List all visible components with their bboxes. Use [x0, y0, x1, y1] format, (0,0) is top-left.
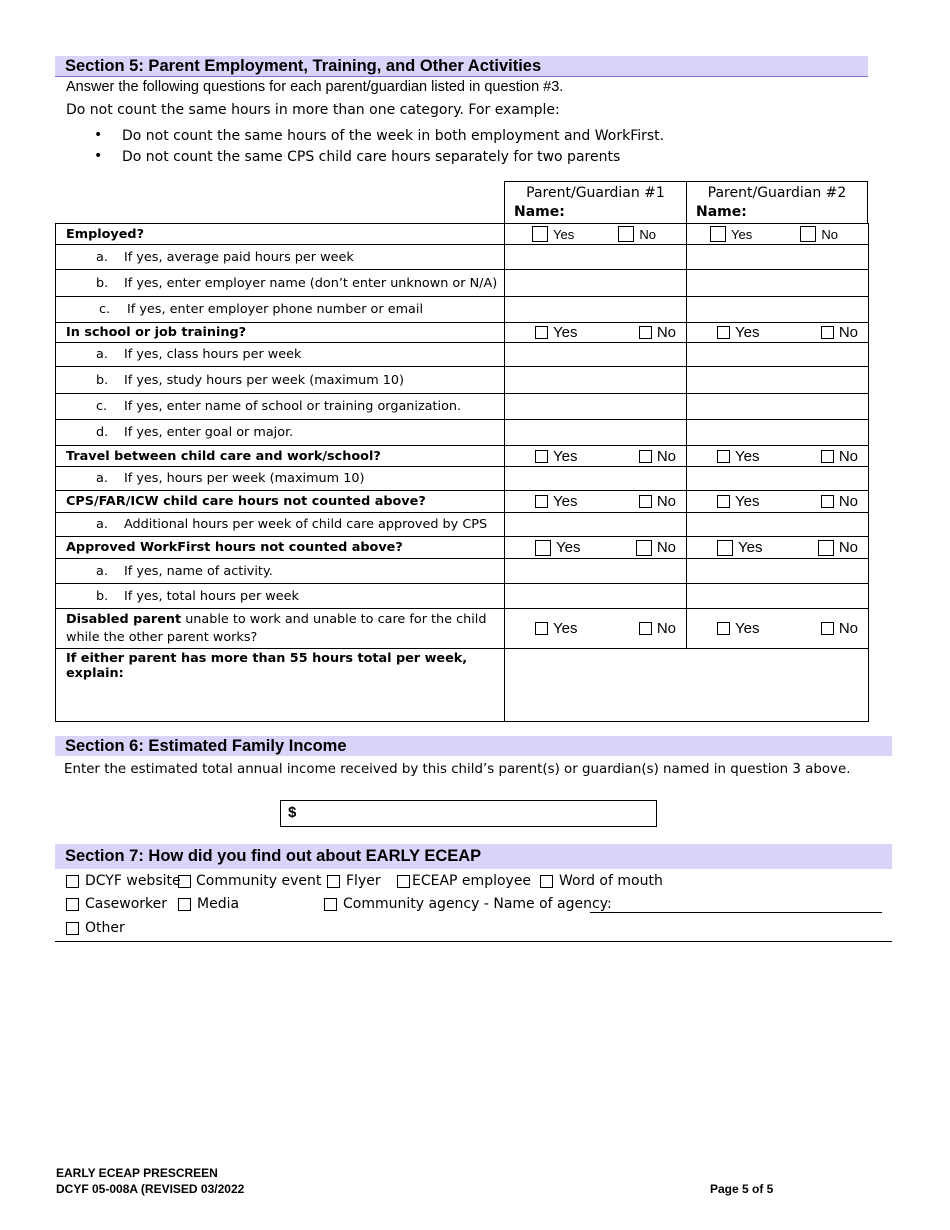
row-emp-b: b. If yes, enter employer name (don’t enter unknown or N/A): [56, 270, 869, 297]
source-community-event[interactable]: Community event: [178, 873, 321, 889]
row-emp-c: c. If yes, enter employer phone number or email: [56, 297, 869, 323]
p2-employer-contact-field[interactable]: [687, 297, 869, 323]
source-caseworker[interactable]: Caseworker: [66, 896, 167, 912]
section5-title: Section 5: Parent Employment, Training, and Other Activities: [65, 57, 542, 75]
explain-field[interactable]: [505, 649, 869, 722]
row-cps-a: a. Additional hours per week of child care approved by CPS: [56, 513, 869, 537]
section6-header: [55, 736, 892, 756]
p2-employed-yes-checkbox[interactable]: [710, 226, 726, 242]
section5-intro-2: Do not count the same hours in more than one category. For example:: [66, 102, 560, 118]
p1-study-hours-field[interactable]: [505, 367, 687, 394]
p2-cps-no-checkbox[interactable]: [821, 495, 834, 508]
p1-employer-contact-field[interactable]: [505, 297, 687, 323]
p1-employed-no-checkbox[interactable]: [618, 226, 634, 242]
row-school: In school or job training? Yes No Yes No: [56, 323, 869, 343]
other-checkbox[interactable]: [66, 922, 79, 935]
p2-travel-yes-checkbox[interactable]: [717, 450, 730, 463]
section5-intro-1: Answer the following questions for each parent/guardian listed in question #3.: [66, 79, 564, 95]
flyer-checkbox[interactable]: [327, 875, 340, 888]
p2-class-hours-field[interactable]: [687, 343, 869, 367]
section7-header: [55, 844, 892, 869]
media-checkbox[interactable]: [178, 898, 191, 911]
section5-table: [55, 223, 869, 722]
eceap-employee-checkbox[interactable]: [397, 875, 410, 888]
p1-activity-field[interactable]: [505, 559, 687, 584]
row-employed: Employed? Yes No Yes No: [56, 224, 869, 245]
source-eceap-employee[interactable]: ECEAP employee: [397, 873, 531, 889]
p2-school-name-field[interactable]: [687, 394, 869, 420]
p1-travel-yes-checkbox[interactable]: [535, 450, 548, 463]
row-trv-a: a. If yes, hours per week (maximum 10): [56, 467, 869, 491]
p2-wf-hours-field[interactable]: [687, 584, 869, 609]
row-wf-a: a. If yes, name of activity.: [56, 559, 869, 584]
p2-travel-hours-field[interactable]: [687, 467, 869, 491]
caseworker-checkbox[interactable]: [66, 898, 79, 911]
parent1-title: Parent/Guardian #1: [526, 185, 665, 201]
source-flyer[interactable]: Flyer: [327, 873, 381, 889]
p2-school-no-checkbox[interactable]: [821, 326, 834, 339]
row-disabled: Disabled parent unable to work and unable to care for the child while the other parent works? Yes No Yes No: [56, 609, 869, 649]
parent1-name-label: Name:: [514, 204, 565, 220]
p1-travel-no-checkbox[interactable]: [639, 450, 652, 463]
row-sch-c: c. If yes, enter name of school or training organization.: [56, 394, 869, 420]
p1-wf-hours-field[interactable]: [505, 584, 687, 609]
footer-page-number: Page 5 of 5: [710, 1182, 774, 1196]
p1-employer-name-field[interactable]: [505, 270, 687, 297]
section6-title: Section 6: Estimated Family Income: [65, 737, 347, 755]
p2-goal-field[interactable]: [687, 420, 869, 446]
footer-form-number: DCYF 05-008A (REVISED 03/2022: [56, 1182, 245, 1196]
p2-travel-no-checkbox[interactable]: [821, 450, 834, 463]
p2-wf-no-checkbox[interactable]: [818, 540, 834, 556]
source-word-of-mouth[interactable]: Word of mouth: [540, 873, 663, 889]
section5-header: [55, 56, 868, 77]
row-emp-a: a. If yes, average paid hours per week: [56, 245, 869, 270]
p1-school-yes-checkbox[interactable]: [535, 326, 548, 339]
employed-label: Employed?: [56, 224, 505, 245]
p1-employed-yes-checkbox[interactable]: [532, 226, 548, 242]
section7-title: Section 7: How did you find out about EARLY ECEAP: [65, 847, 482, 865]
p2-activity-field[interactable]: [687, 559, 869, 584]
source-dcyf-website[interactable]: DCYF website: [66, 873, 181, 889]
p2-cps-hours-field[interactable]: [687, 513, 869, 537]
row-cps: CPS/FAR/ICW child care hours not counted above? Yes No Yes No: [56, 491, 869, 513]
p1-cps-hours-field[interactable]: [505, 513, 687, 537]
p1-disabled-no-checkbox[interactable]: [639, 622, 652, 635]
p2-emp-hours-field[interactable]: [687, 245, 869, 270]
parent1-header: [504, 181, 687, 223]
parent2-title: Parent/Guardian #2: [707, 185, 847, 201]
word-of-mouth-checkbox[interactable]: [540, 875, 553, 888]
p2-study-hours-field[interactable]: [687, 367, 869, 394]
community-event-checkbox[interactable]: [178, 875, 191, 888]
footer-form-title: EARLY ECEAP PRESCREEN: [56, 1166, 218, 1180]
p1-cps-yes-checkbox[interactable]: [535, 495, 548, 508]
source-media[interactable]: Media: [178, 896, 239, 912]
community-agency-checkbox[interactable]: [324, 898, 337, 911]
parent2-name-label: Name:: [696, 204, 747, 220]
p1-travel-hours-field[interactable]: [505, 467, 687, 491]
p1-school-name-field[interactable]: [505, 394, 687, 420]
row-sch-d: d. If yes, enter goal or major.: [56, 420, 869, 446]
dcyf-website-checkbox[interactable]: [66, 875, 79, 888]
p2-disabled-yes-checkbox[interactable]: [717, 622, 730, 635]
row-sch-a: a. If yes, class hours per week: [56, 343, 869, 367]
p2-cps-yes-checkbox[interactable]: [717, 495, 730, 508]
p2-employer-name-field[interactable]: [687, 270, 869, 297]
p1-emp-hours-field[interactable]: [505, 245, 687, 270]
p1-class-hours-field[interactable]: [505, 343, 687, 367]
explain-label: If either parent has more than 55 hours total per week, explain:: [56, 649, 505, 722]
dollar-sign: $: [288, 804, 297, 821]
section7-bottom-rule: [55, 941, 892, 942]
section6-text: Enter the estimated total annual income received by this child’s parent(s) or guardian(s) named in question 3 above.: [64, 762, 851, 777]
p1-wf-no-checkbox[interactable]: [636, 540, 652, 556]
row-sch-b: b. If yes, study hours per week (maximum 10): [56, 367, 869, 394]
p1-goal-field[interactable]: [505, 420, 687, 446]
p1-disabled-yes-checkbox[interactable]: [535, 622, 548, 635]
p2-school-yes-checkbox[interactable]: [717, 326, 730, 339]
income-field[interactable]: [280, 800, 657, 827]
row-travel: Travel between child care and work/school? Yes No Yes No: [56, 446, 869, 467]
row-wf-b: b. If yes, total hours per week: [56, 584, 869, 609]
p2-employed-no-checkbox[interactable]: [800, 226, 816, 242]
p2-wf-yes-checkbox[interactable]: [717, 540, 733, 556]
source-community-agency[interactable]: Community agency - Name of agency:: [324, 896, 612, 912]
p1-wf-yes-checkbox[interactable]: [535, 540, 551, 556]
row-workfirst: Approved WorkFirst hours not counted above? Yes No Yes No: [56, 537, 869, 559]
p2-disabled-no-checkbox[interactable]: [821, 622, 834, 635]
parent2-header: [686, 181, 868, 223]
agency-name-field[interactable]: [590, 912, 882, 913]
source-other[interactable]: Other: [66, 920, 125, 936]
p1-cps-no-checkbox[interactable]: [639, 495, 652, 508]
p1-school-no-checkbox[interactable]: [639, 326, 652, 339]
row-explain: [56, 649, 869, 722]
